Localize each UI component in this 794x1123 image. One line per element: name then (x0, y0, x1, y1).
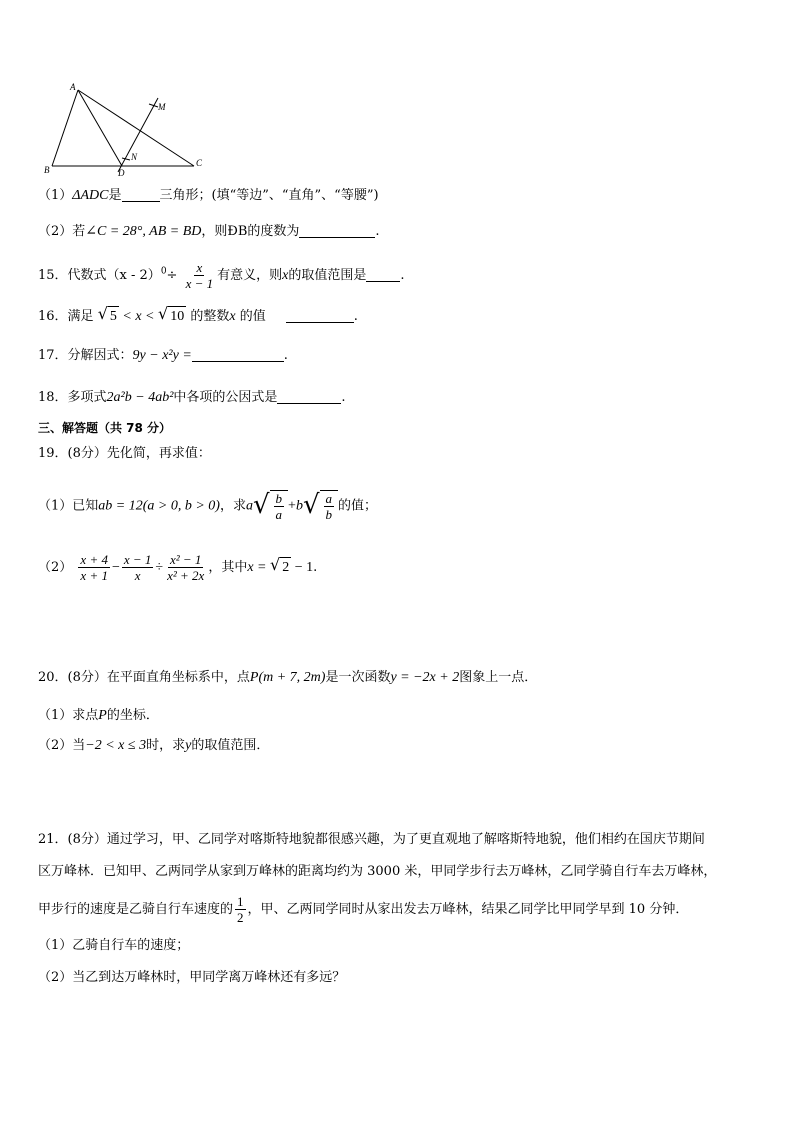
tick-mark (122, 158, 130, 160)
answer-blank (366, 267, 400, 282)
question-17: 17．分解因式：9y − x²y = . (38, 348, 288, 363)
fraction: $\frac{x + 4}{x + 1}$ (80, 552, 108, 583)
q20-part2: （2）当−2 < x ≤ 3时，求y的取值范围． (38, 738, 270, 753)
square-root: √ 5 (98, 306, 119, 327)
answer-blank (122, 187, 160, 202)
question-20: 20．(8分）在平面直角坐标系中，点P(m + 7, 2m)是一次函数y = −2x + 2图象上一点． (38, 670, 538, 685)
label-a: A (70, 82, 76, 92)
line-mn (118, 98, 158, 172)
question-19: 19．(8分）先化简，再求值： (38, 446, 211, 461)
fraction: $\frac{x - 1}{x}$ (123, 552, 152, 583)
segment-ad (78, 90, 122, 166)
label-m: M (158, 102, 166, 112)
question-18: 18．多项式2a²b − 4ab²中各项的公因式是 . (38, 390, 346, 405)
segment-ab (52, 90, 78, 166)
question-16: 16．满足 √ 5 < x < √ 10 的整数x 的值 . (38, 306, 358, 327)
triangle-figure (40, 80, 210, 176)
label-c: C (196, 158, 203, 168)
q20-part1: （1）求点P的坐标． (38, 708, 159, 723)
fraction: $\frac{\text{x² − 1}}{\text{x² + 2x}}$ (167, 552, 205, 583)
square-root: √ 2 (270, 557, 291, 578)
label-b: B (44, 165, 50, 175)
square-root: √ $\frac{a}{b}$ (303, 490, 338, 522)
q21-part2: （2）当乙到达万峰林时，甲同学离万峰林还有多远？ (38, 970, 346, 985)
fraction: $\frac{b}{a}$ (275, 491, 283, 522)
q14-part1: （1）ΔADC是 三角形；(填“等边”、“直角”、“等腰”) (38, 188, 379, 203)
fraction: $\frac{1}{2}$ (237, 894, 244, 925)
answer-blank (299, 223, 375, 238)
q14-part2: （2）若∠C = 28°, AB = BD，则ÐB的度数为 . (38, 224, 380, 239)
answer-blank (277, 389, 341, 404)
question-21-line2: 区万峰林．已知甲、乙两同学从家到万峰林的距离均约为 3000 米，甲同学步行去万峰林，乙同学骑自行车去万峰林， (38, 864, 717, 879)
section-title: 三、解答题（共 78 分） (38, 421, 172, 435)
square-root: √ $\frac{b}{a}$ (253, 490, 288, 522)
answer-blank (286, 308, 354, 323)
q21-part1: （1）乙骑自行车的速度； (38, 938, 190, 953)
question-21: 21．(8分）通过学习，甲、乙同学对喀斯特地貌都很感兴趣，为了更直观地了解喀斯特地貌，他们相约在国庆节期间 (38, 832, 705, 847)
question-15: 15．代数式（x - 2）$^0$÷ $\frac{x}{x - 1}$ 有意义，则x的取值范围是 . (38, 260, 405, 291)
q19-part2: （2） $\frac{x + 4}{x + 1}$ − $\frac{x - 1}{x}$ ÷ $\frac{\text{x² − 1}}{\text{x² + 2x}}$ ，其中x = √ 2 − 1. (38, 552, 318, 583)
square-root: √ 10 (158, 306, 186, 327)
q19-part1: （1）已知ab = 12(a > 0, b > 0)，求a √ $\frac{b}{a}$ +b √ $\frac{a}{b}$ 的值； (38, 490, 378, 522)
fraction: $\frac{a}{b}$ (325, 491, 333, 522)
label-d: D (118, 168, 125, 176)
label-n: N (131, 152, 138, 162)
fraction: $\frac{x}{x - 1}$ (185, 260, 214, 291)
answer-blank (192, 347, 284, 362)
question-21-line3: 甲步行的速度是乙骑自行车速度的 $\frac{1}{2}$ ，甲、乙两同学同时从家出发去万峰林，结果乙同学比甲同学早到 10 分钟． (38, 894, 689, 925)
